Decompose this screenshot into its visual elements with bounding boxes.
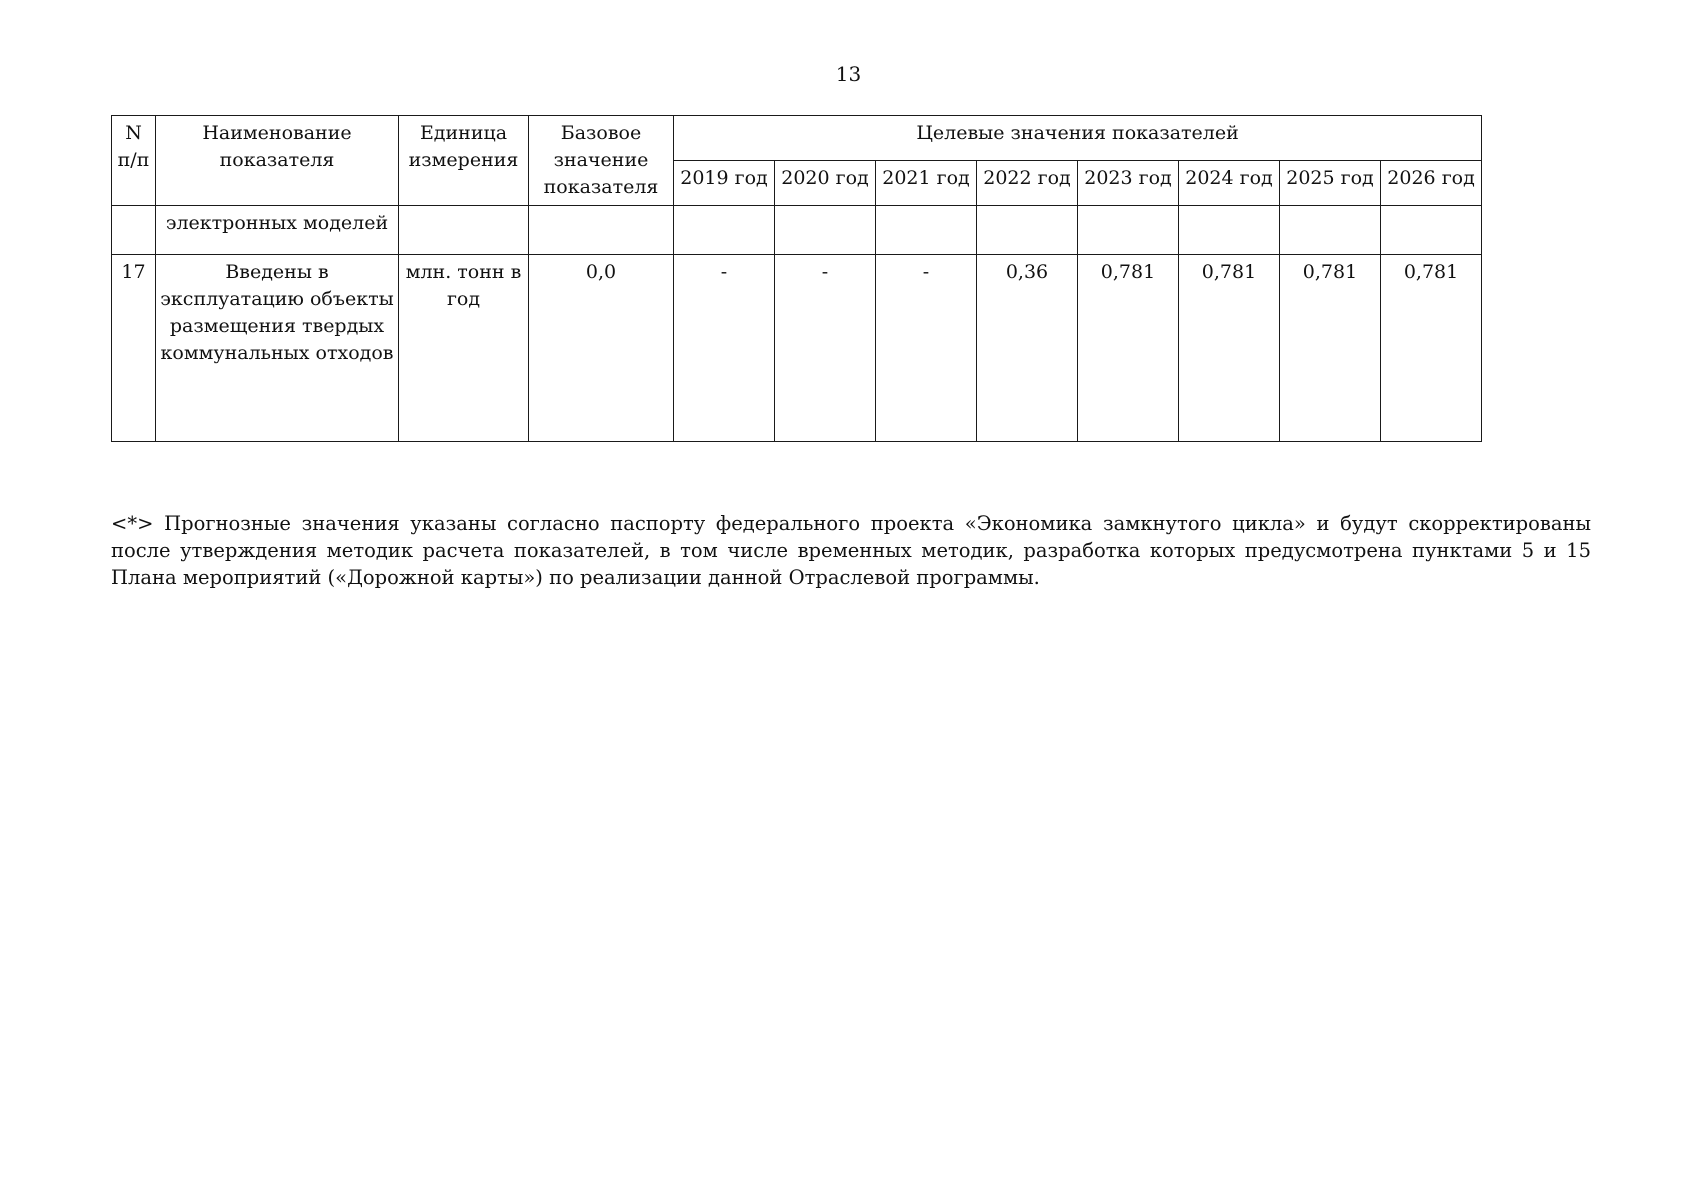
cell-value: 0,36 <box>977 255 1078 442</box>
footnote: <*> Прогнозные значения указаны согласно паспорту федерального проекта «Экономика замкнутого цикла» и будут скорректированы после утверждения методик расчета показателей, в том числе временных методик, разработка которых предусмотрена пунктами 5 и 15 Плана мероприятий («Дорожной карты») по реализации данной Отраслевой программы. <box>111 512 1591 589</box>
header-year: 2019 год <box>674 161 775 206</box>
cell-value <box>674 206 775 255</box>
header-unit: Единица измерения <box>399 116 529 206</box>
header-year: 2021 год <box>876 161 977 206</box>
cell-unit: млн. тонн в год <box>399 255 529 442</box>
cell-value <box>1078 206 1179 255</box>
header-name: Наименование показателя <box>156 116 399 206</box>
cell-value: 0,781 <box>1280 255 1381 442</box>
table-row <box>112 206 1482 255</box>
header-year: 2020 год <box>775 161 876 206</box>
cell-value: - <box>876 255 977 442</box>
cell-base: 0,0 <box>529 255 674 442</box>
header-year: 2023 год <box>1078 161 1179 206</box>
cell-num: 17 <box>112 255 156 442</box>
cell-num <box>112 206 156 255</box>
cell-value <box>1179 206 1280 255</box>
cell-base <box>529 206 674 255</box>
table-row <box>112 255 1482 442</box>
page-number: 13 <box>835 62 862 86</box>
cell-value: 0,781 <box>1179 255 1280 442</box>
cell-value <box>876 206 977 255</box>
header-year: 2024 год <box>1179 161 1280 206</box>
cell-unit <box>399 206 529 255</box>
header-year: 2026 год <box>1381 161 1482 206</box>
cell-name: электронных моделей <box>156 206 399 255</box>
cell-value <box>775 206 876 255</box>
header-num: N п/п <box>112 116 156 206</box>
cell-name: Введены в эксплуатацию объекты размещения твердых коммунальных отходов <box>156 255 399 442</box>
cell-value <box>1381 206 1482 255</box>
cell-value: - <box>775 255 876 442</box>
header-base: Базовое значение показателя <box>529 116 674 206</box>
cell-value <box>977 206 1078 255</box>
cell-value: - <box>674 255 775 442</box>
cell-value <box>1280 206 1381 255</box>
header-targets: Целевые значения показателей <box>674 116 1482 161</box>
indicators-table <box>111 115 1482 442</box>
header-year: 2022 год <box>977 161 1078 206</box>
header-row-top <box>112 116 1482 161</box>
cell-value: 0,781 <box>1078 255 1179 442</box>
cell-value: 0,781 <box>1381 255 1482 442</box>
header-year: 2025 год <box>1280 161 1381 206</box>
